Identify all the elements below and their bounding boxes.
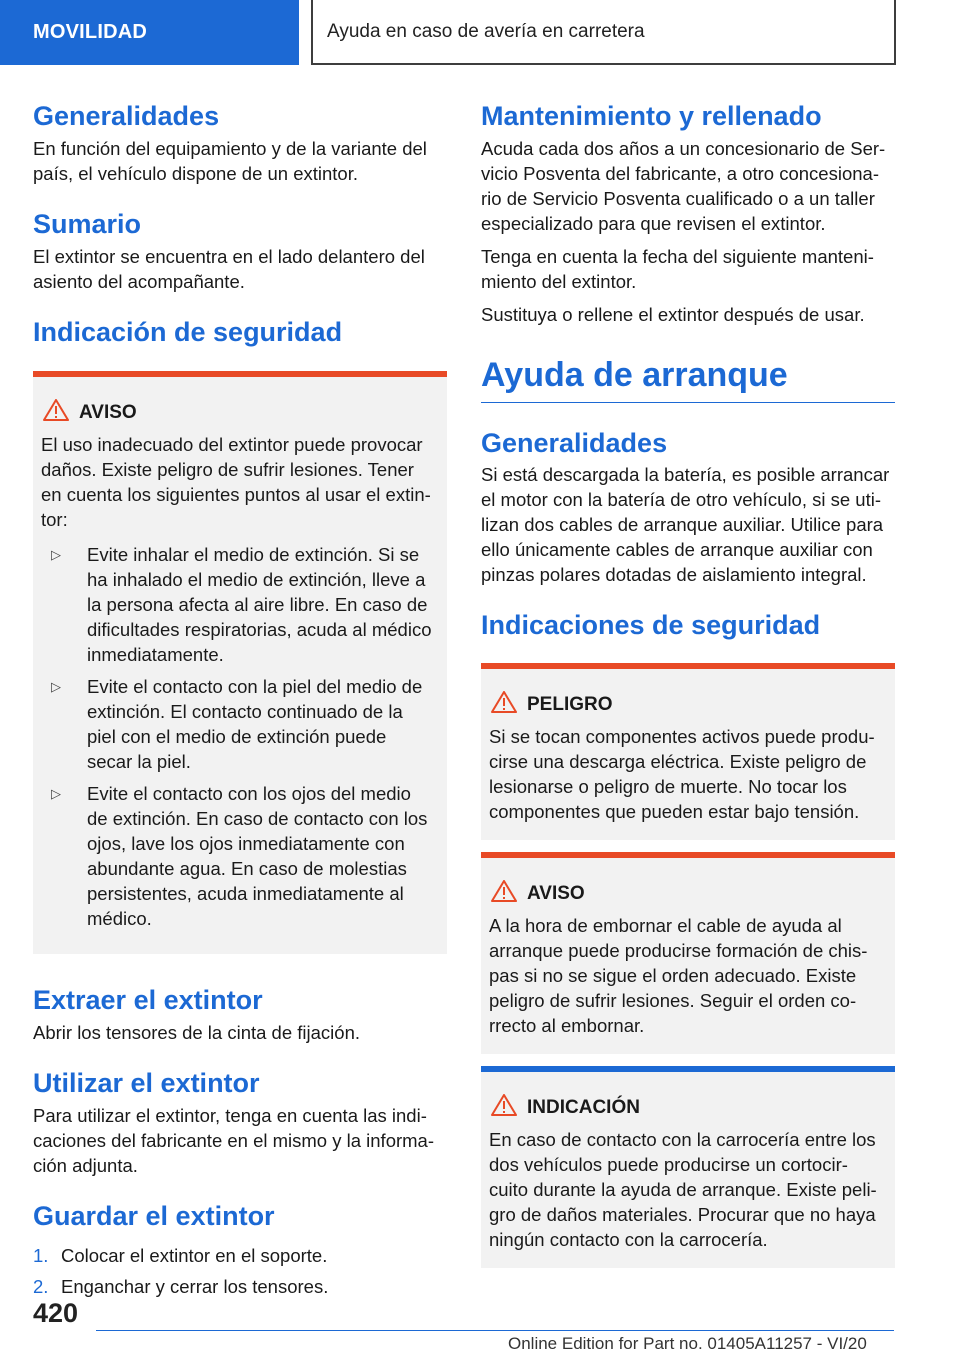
triangle-bullet-icon: ▷ [51,547,61,563]
heading-indicaciones-seguridad: Indicaciones de seguridad [481,610,821,641]
notice-text: El uso inadecuado del extintor puede provocar daños. Existe peligro de sufrir lesiones. Tener en cuenta los siguientes puntos al usar el extin-tor: [41,434,431,531]
triangle-bullet-icon: ▷ [51,679,61,695]
header-section-tab [0,0,299,65]
notice-bullet-list [41,542,435,931]
notice-indicacion [481,1066,895,1268]
text-mantenimiento-3: Sustituya o rellene el extintor después de usar. [481,303,865,325]
list-item: 1. Colocar el extintor en el soporte. [33,1244,328,1266]
heading-generalidades: Generalidades [33,101,220,131]
notice-title: AVISO [79,401,137,423]
notice-peligro [481,663,895,840]
heading-generalidades-arranque: Generalidades [481,427,668,458]
warning-triangle-icon [43,399,69,426]
heading-mantenimiento: Mantenimiento y rellenado [481,101,822,131]
list-item: ▷ Evite inhalar el medio de extinción. Si se ha inhalado el medio de extinción, lleve a la persona afecta al aire libre. En caso de dificultades respiratorias, acuda al médico inmediatamente. [41,542,435,667]
notice-aviso-extintor [33,371,447,954]
left-column [33,100,447,1302]
footer-edition: Online Edition for Part no. 01405A11257 - VI/20 [508,1334,867,1353]
chapter-title-ayuda-arranque: Ayuda de arranque [481,355,895,403]
heading-sumario: Sumario [33,208,142,239]
text-sumario: El extintor se encuentra en el lado delantero del asiento del acompañante. [33,245,425,292]
header-chapter-label: Ayuda en caso de avería en carretera [327,20,645,42]
notice-text: A la hora de embornar el cable de ayuda al arranque puede producirse formación de chis-pas si no se sigue el orden adecuado. Existe peligro de sufrir lesiones. Seguir el orden co-rrecto al embornar. [489,915,868,1037]
notice-title: AVISO [527,882,585,904]
warning-triangle-icon [491,1094,517,1121]
right-column [481,100,895,1268]
heading-utilizar: Utilizar el extintor [33,1068,260,1098]
notice-text: Si se tocan componentes activos puede produ-cirse una descarga eléctrica. Existe peligro de lesionarse o peligro de muerte. No tocar los componentes que pueden estar bajo tensión. [489,726,875,823]
notice-text: En caso de contacto con la carrocería entre los dos vehículos puede producirse un cortocir-cuito durante la ayuda de arranque. Existe peli-gro de daños materiales. Procurar que no haya ningún contacto con la carrocería. [489,1129,877,1251]
header-section-label: MOVILIDAD [33,21,148,43]
steps-list [33,1240,447,1302]
warning-triangle-icon [491,691,517,718]
text-mantenimiento-2: Tenga en cuenta la fecha del siguiente manteni-miento del extintor. [481,245,874,292]
text-generalidades-arranque: Si está descargada la batería, es posible arrancar el motor con la batería de otro vehículo, si se uti-lizan dos cables de arranque auxiliar. Utilice para ello únicamente cables de arranque auxiliar con pinzas polares dotadas de aislamiento integral. [481,464,890,586]
notice-title: INDICACIÓN [527,1096,640,1118]
page-number: 420 [33,1298,79,1328]
list-item: ▷ Evite el contacto con la piel del medio de extinción. El contacto continuado de la piel con el medio de extinción puede secar la piel. [41,674,435,774]
list-item: ▷ Evite el contacto con los ojos del medio de extinción. En caso de contacto con los ojos, lave los ojos inmediatamente con abundante agua. En caso de molestias persistentes, acuda inmediatamente al médico. [41,781,435,931]
heading-guardar: Guardar el extintor [33,1200,275,1231]
footer-divider [96,1330,894,1331]
warning-triangle-icon [491,880,517,907]
list-item: 2. Enganchar y cerrar los tensores. [33,1275,329,1297]
heading-extraer: Extraer el extintor [33,985,263,1016]
triangle-bullet-icon: ▷ [51,786,61,802]
notice-aviso-arranque [481,852,895,1054]
heading-indicacion-seguridad: Indicación de seguridad [33,316,343,347]
text-utilizar: Para utilizar el extintor, tenga en cuenta las indi-caciones del fabricante en el mismo y la informa-ción adjunta. [33,1104,435,1176]
text-mantenimiento-1: Acuda cada dos años a un concesionario de Ser-vicio Posventa del fabricante, a otro concesiona-rio de Servicio Posventa cualificado o a un taller especializado para que revisen el extintor. [481,137,886,234]
text-extraer: Abrir los tensores de la cinta de fijación. [33,1022,361,1043]
header-chapter-tab [311,0,896,65]
notice-title: PELIGRO [527,693,613,715]
text-generalidades: En función del equipamiento y de la variante del país, el vehículo dispone de un extintor. [33,137,427,184]
